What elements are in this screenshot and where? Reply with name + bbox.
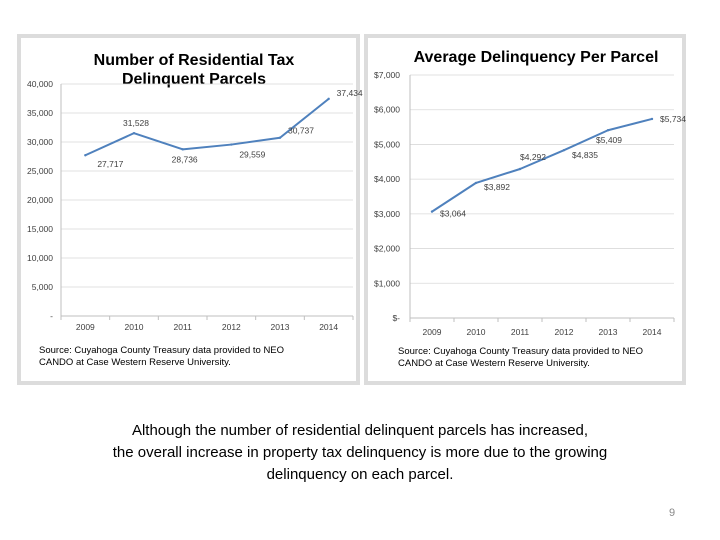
slide-caption: [60, 420, 660, 486]
y-tick-label: $4,000: [374, 174, 400, 185]
x-tick-label: 2011: [173, 322, 192, 332]
data-label: 27,717: [97, 159, 124, 170]
chart-panel-avg-delinquency: [364, 34, 686, 385]
y-tick-label: $2,000: [374, 243, 400, 254]
y-tick-label: $6,000: [374, 104, 400, 115]
source-note-line-1: Source: Cuyahoga County Treasury data provided to NEO: [398, 346, 644, 357]
data-label: $5,734: [660, 113, 686, 124]
source-note-line-2: CANDO at Case Western Reserve University.: [39, 357, 231, 368]
data-point: [181, 148, 183, 150]
data-label: $5,409: [596, 135, 622, 146]
y-tick-label: 20,000: [27, 195, 53, 205]
chart-panel-parcels: [17, 34, 363, 385]
data-label: 31,528: [123, 118, 149, 129]
y-tick-label: 5,000: [31, 282, 53, 292]
data-point: [607, 129, 609, 131]
x-tick-label: 2009: [422, 327, 442, 337]
y-tick-label: $1,000: [374, 278, 400, 289]
data-label: $3,064: [440, 208, 466, 219]
x-tick-label: 2013: [598, 327, 618, 337]
x-tick-label: 2010: [124, 322, 144, 332]
data-point: [519, 168, 521, 170]
chart-parcels: [21, 38, 363, 381]
data-point: [230, 143, 232, 145]
chart-avg-delinquency: [368, 38, 686, 381]
x-tick-label: 2014: [319, 322, 339, 332]
x-tick-label: 2009: [75, 322, 95, 332]
source-note-line-2: CANDO at Case Western Reserve University.: [398, 358, 590, 369]
y-tick-label: $3,000: [374, 208, 400, 219]
y-tick-label: 15,000: [27, 224, 53, 234]
data-point: [475, 182, 477, 184]
data-label: $4,292: [520, 152, 546, 163]
x-tick-label: 2010: [466, 327, 486, 337]
data-point: [84, 154, 86, 156]
source-note-line-1: Source: Cuyahoga County Treasury data provided to NEO: [39, 345, 285, 356]
y-tick-label: -: [50, 311, 53, 321]
y-tick-label: $5,000: [374, 139, 400, 150]
data-label: 28,736: [171, 154, 198, 165]
y-tick-label: 35,000: [27, 108, 53, 118]
y-tick-label: 10,000: [27, 253, 53, 263]
data-label: $3,892: [484, 181, 510, 192]
caption-line-3: delinquency on each parcel.: [266, 466, 454, 483]
data-point: [431, 210, 433, 212]
data-point: [563, 149, 565, 151]
chart-card-avg-delinquency: [368, 38, 686, 381]
data-label: $4,835: [572, 150, 598, 161]
data-point: [327, 98, 329, 100]
data-point: [279, 137, 281, 139]
chart-card-parcels: [21, 38, 363, 381]
y-tick-label: 30,000: [27, 137, 53, 147]
caption-line-2: the overall increase in property tax delinquency is more due to the growing: [112, 444, 608, 461]
data-label: 37,434: [336, 87, 363, 98]
chart-title-line-2: Delinquent Parcels: [121, 71, 267, 88]
x-tick-label: 2012: [554, 327, 574, 337]
page-number: 9: [668, 507, 676, 519]
y-tick-label: 25,000: [27, 166, 53, 176]
chart-title-line-1: Number of Residential Tax: [93, 52, 295, 69]
x-tick-label: 2011: [510, 327, 530, 337]
data-point: [651, 118, 653, 120]
x-tick-label: 2012: [221, 322, 241, 332]
data-label: 30,737: [288, 125, 314, 136]
x-tick-label: 2013: [270, 322, 290, 332]
series-line: [432, 119, 652, 212]
data-label: 29,559: [239, 149, 266, 160]
data-point: [133, 132, 135, 134]
caption-line-1: Although the number of residential delinquent parcels has increased,: [131, 422, 589, 439]
x-tick-label: 2014: [642, 327, 662, 337]
y-tick-label: $-: [392, 313, 400, 323]
y-tick-label: $7,000: [374, 70, 400, 80]
y-tick-label: 40,000: [27, 79, 53, 89]
chart-title-line-1: Average Delinquency Per Parcel: [413, 49, 659, 66]
